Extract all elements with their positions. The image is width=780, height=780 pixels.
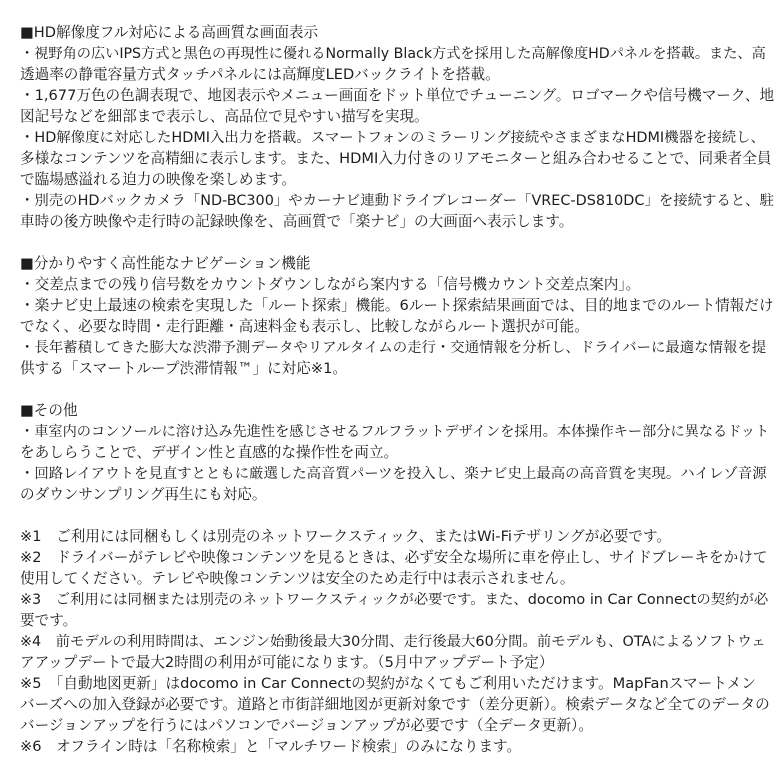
footnote-line: ※6 オフライン時は「名称検索」と「マルチワード検索」のみになります。 [20, 738, 522, 755]
footnote-line: 使用してください。テレビや映像コンテンツは安全のため走行中は表示されません。 [20, 570, 575, 587]
text-line: 透過率の静電容量方式タッチパネルには高輝度LEDバックライトを搭載。 [20, 66, 500, 83]
text-line: ・回路レイアウトを見直すとともに厳選した高音質パーツを投入し、楽ナビ史上最高の高音質を実現。ハイレゾ音源 [20, 466, 767, 482]
section-heading: ■分かりやすく高性能なナビゲーション機能 [20, 255, 311, 272]
footnote-line: ※3 ご利用には同梱または別売のネットワークスティックが必要です。また、docomo in Car Connectの契約が必 [20, 592, 769, 608]
footnote-line: アアップデートで最大2時間の利用が可能になります。（5月中アップデート予定） [20, 654, 554, 671]
footnote-line: バーズへの加入登録が必要です。道路と市街詳細地図が更新対象です（差分更新）。検索データなど全てのデータの [20, 696, 770, 713]
text-line: ・1,677万色の色調表現で、地図表示やメニュー画面をドット単位でチューニング。ロゴマークや信号機マーク、地 [20, 87, 775, 104]
section-heading: ■HD解像度フル対応による高画質な画面表示 [20, 24, 319, 41]
text-line: ・車室内のコンソールに溶け込み先進性を感じさせるフルフラットデザインを採用。本体操作キー部分に異なるドット [20, 424, 770, 440]
text-line: のダウンサンプリング再生にも対応。 [20, 486, 267, 503]
footnote-line: ※5 「自動地図更新」はdocomo in Car Connectの契約がなくてもご利用いただけます。MapFanスマートメン [20, 675, 756, 692]
footnote-line: ※2 ドライバーがテレビや映像コンテンツを見るときは、必ず安全な場所に車を停止し、サイドブレーキをかけて [20, 549, 768, 566]
text-line: ・交差点までの残り信号数をカウントダウンしながら案内する「信号機カウント交差点案内」。 [20, 276, 641, 293]
text-line: をあしらうことで、デザイン性と直感的な操作性を両立。 [20, 444, 399, 461]
text-line: 図記号などを細部まで表示し、高品位で見やすい描写を実現。 [20, 108, 429, 125]
footnote-line: 要です。 [20, 612, 78, 629]
text-line: ・HD解像度に対応したHDMI入出力を搭載。スマートフォンのミラーリング接続やさまざまなHDMI機器を接続し、 [20, 130, 765, 146]
text-line: ・楽ナビ史上最速の検索を実現した「ルート探索」機能。6ルート探索結果画面では、目的地までのルート情報だけ [20, 297, 774, 314]
footnote-line: バージョンアップを行うにはパソコンでバージョンアップが必要です（全データ更新）。 [20, 717, 593, 734]
text-line: ・視野角の広いIPS方式と黒色の再現性に優れるNormally Black方式を採用した高解像度HDパネルを搭載。また、高 [20, 46, 766, 62]
text-line: ・長年蓄積してきた膨大な渋滞予測データやリアルタイムの走行・交通情報を分析し、ドライバーに最適な情報を提 [20, 340, 767, 356]
text-line: 供する「スマートループ渋滞情報™」に対応※1。 [20, 360, 347, 377]
footnote-line: ※4 前モデルの利用時間は、エンジン始動後最大30分間、走行後最大60分間。前モデルも、OTAによるソフトウェ [20, 634, 766, 650]
text-line: 多様なコンテンツを高精細に表示します。また、HDMI入力付きのリアモニターと組み合わせることで、同乗者全員 [20, 150, 772, 167]
text-line: 車時の後方映像や走行時の記録映像を、高画質で「楽ナビ」の大画面へ表示します。 [20, 213, 574, 230]
footnote-line: ※1 ご利用には同梱もしくは別売のネットワークスティック、またはWi-Fiテザリングが必要です。 [20, 528, 672, 545]
text-line: で臨場感溢れる迫力の映像を楽しめます。 [20, 171, 297, 188]
text-line: ・別売のHDバックカメラ「ND-BC300」やカーナビ連動ドライブレコーダー「VREC-DS810DC」を接続すると、駐 [20, 193, 774, 209]
text-line: でなく、必要な時間・走行距離・高速料金も表示し、比較しながらルート選択が可能。 [20, 318, 589, 335]
section-heading: ■その他 [20, 402, 78, 419]
